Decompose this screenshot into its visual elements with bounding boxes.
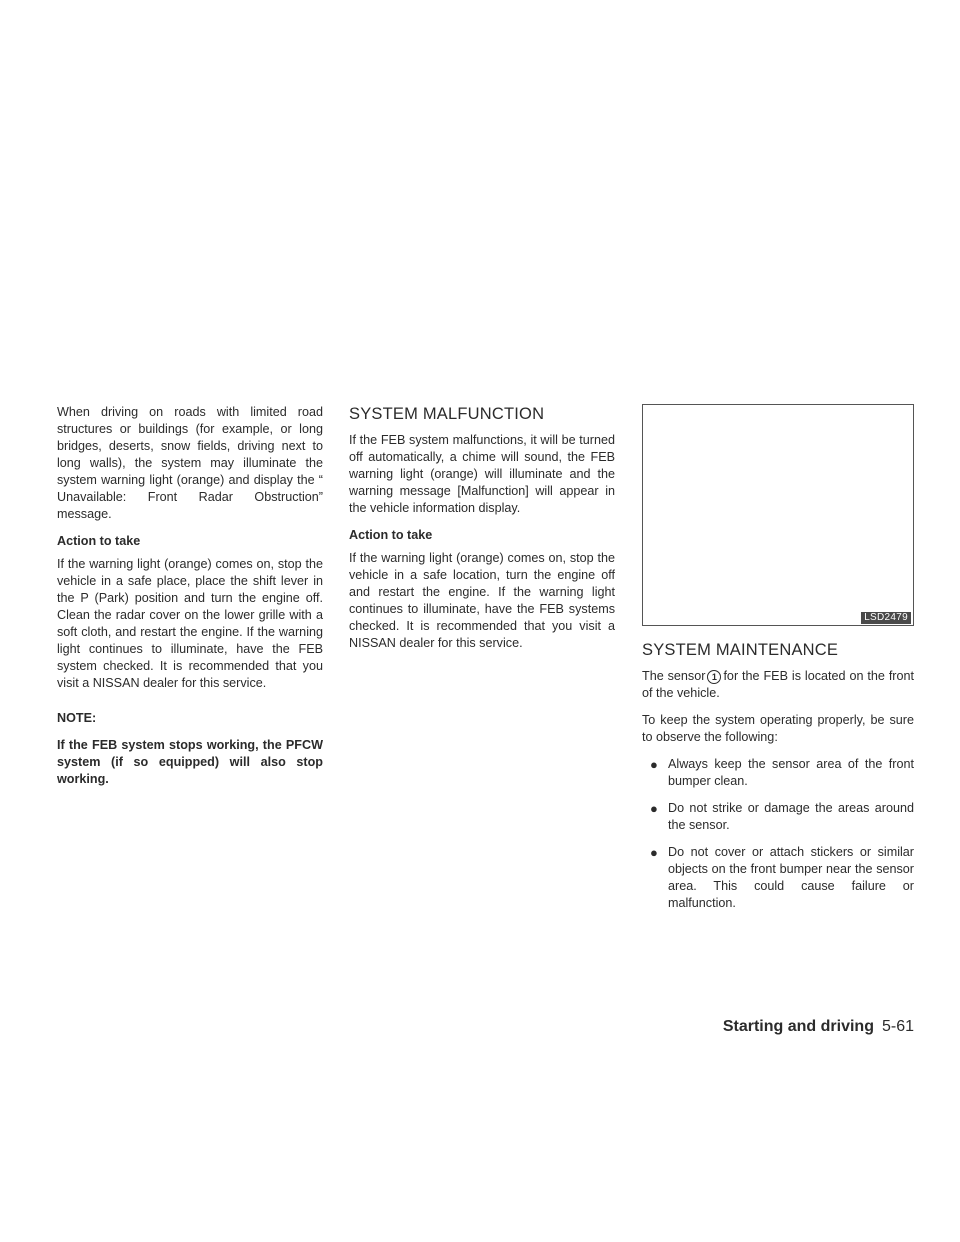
- maintenance-intro-paragraph: To keep the system operating properly, be sure to observe the following:: [642, 713, 914, 744]
- system-malfunction-heading: SYSTEM MALFUNCTION: [349, 405, 545, 423]
- note-text: If the FEB system stops working, the PFCW system (if so equipped) will also stop working.: [57, 738, 323, 786]
- sensor-text-post: for the FEB is located on the front of the vehicle.: [642, 669, 915, 700]
- system-maintenance-heading: SYSTEM MAINTENANCE: [642, 641, 839, 659]
- list-item-text: Do not strike or damage the areas around the sensor.: [668, 801, 914, 832]
- page-footer: [723, 1018, 914, 1036]
- bullet-icon: ●: [650, 845, 658, 860]
- list-item-text: Always keep the sensor area of the front bumper clean.: [668, 757, 914, 788]
- note-heading: NOTE:: [57, 711, 97, 725]
- list-item: [650, 756, 914, 790]
- sensor-text-pre: The sensor: [642, 669, 706, 683]
- column-right: [642, 404, 914, 922]
- sensor-location-paragraph: [642, 668, 914, 702]
- action-heading: Action to take: [349, 528, 433, 542]
- column-left: [57, 404, 323, 798]
- maintenance-list: [642, 756, 914, 912]
- column-middle: [349, 404, 615, 662]
- malfunction-paragraph: If the FEB system malfunctions, it will be turned off automatically, a chime will sound, the FEB warning light (orange) will illuminate and the warning message [Malfunction] will appear in the vehicle information display.: [349, 433, 615, 515]
- radar-obstruction-paragraph: When driving on roads with limited road structures or buildings (for example, or long bridges, deserts, snow fields, driving next to long walls), the system may illuminate the system warning light (orange) and display the “ Unavailable: Front Radar Obstruction” message.: [57, 405, 323, 521]
- bullet-icon: ●: [650, 757, 658, 772]
- bullet-icon: ●: [650, 801, 658, 816]
- page-number: 5-61: [881, 1018, 914, 1035]
- action-paragraph: If the warning light (orange) comes on, stop the vehicle in a safe place, place the shift lever in the P (Park) position and turn the engine off. Clean the radar cover on the lower grille with a soft cloth, and restart the engine. If the warning light continues to illuminate, have the FEB system checked. It is recommended that you visit a NISSAN dealer for this service.: [57, 557, 323, 690]
- list-item: [650, 800, 914, 834]
- list-item: [650, 844, 914, 912]
- action-heading: Action to take: [57, 534, 141, 548]
- callout-number-icon: 1: [707, 670, 721, 684]
- section-title: Starting and driving: [722, 1018, 874, 1035]
- list-item-text: Do not cover or attach stickers or similar objects on the front bumper near the sensor area. This could cause failure or malfunction.: [668, 845, 914, 910]
- malfunction-action-paragraph: If the warning light (orange) comes on, stop the vehicle in a safe location, turn the engine off and restart the engine. If the warning light continues to illuminate, have the FEB systems checked. It is recommended that you visit a NISSAN dealer for this service.: [349, 551, 615, 650]
- figure-label: LSD2479: [861, 612, 911, 624]
- sensor-figure: [642, 404, 914, 626]
